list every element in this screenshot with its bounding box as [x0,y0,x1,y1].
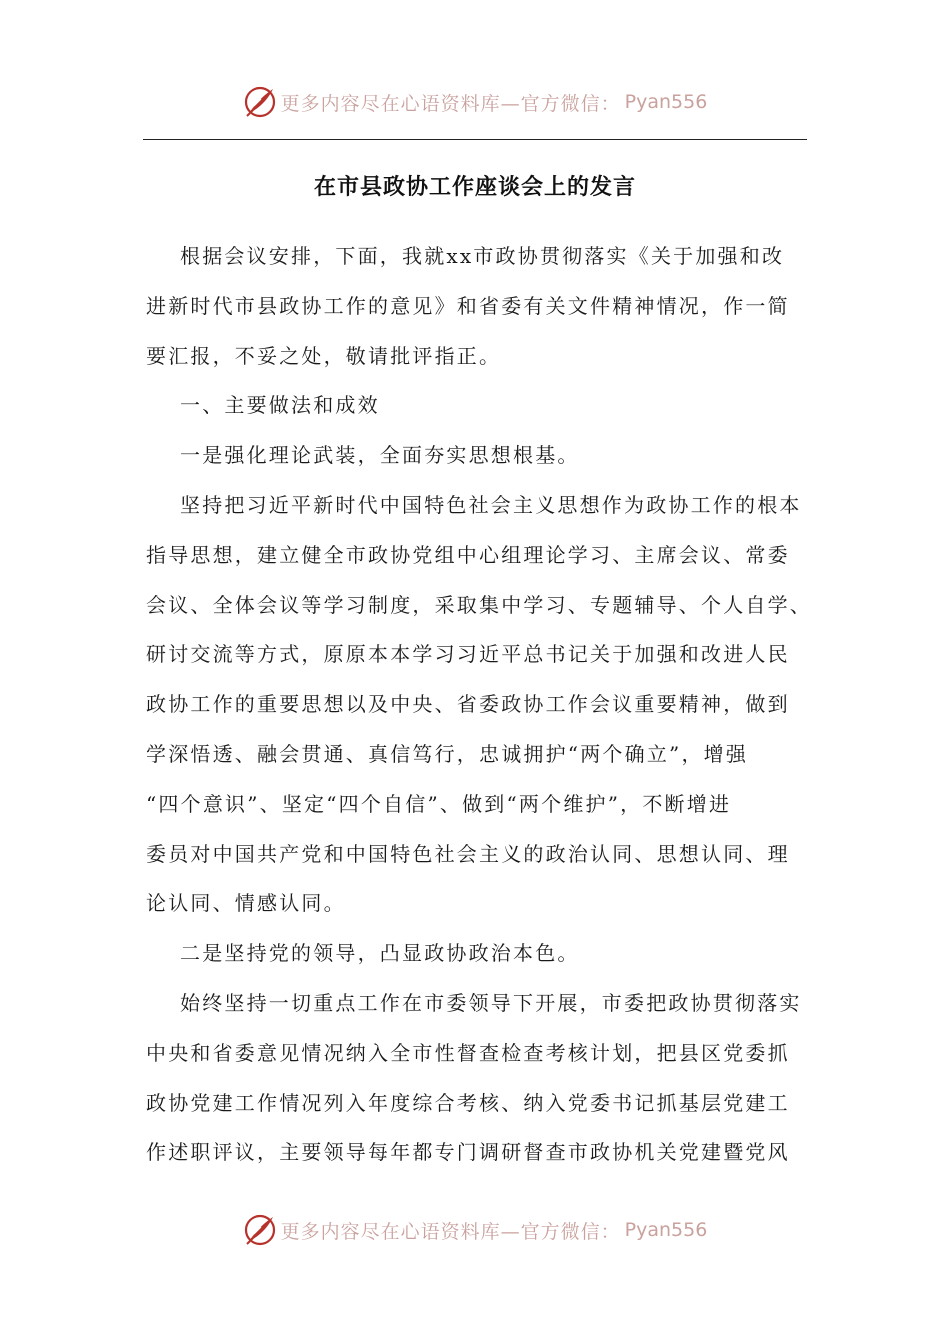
header-wechat-id: Pyan556 [624,91,708,113]
subsection-heading: 一是强化理论武装，全面夯实思想根基。 [180,443,580,468]
document-body [146,232,810,1178]
quill-logo-icon [243,85,277,119]
footer-banner-text: 更多内容尽在心语资料库—官方微信： [280,1220,621,1243]
subsection-heading: 二是坚持党的领导，凸显政协政治本色。 [180,941,580,966]
paragraph-line: 中央和省委意见情况纳入全市性督查检查考核计划，把县区党委抓 [146,1040,790,1065]
paragraph-line: 根据会议安排，下面，我就xx市政协贯彻落实《关于加强和改 [180,244,785,268]
section-heading: 一、主要做法和成效 [180,393,380,418]
paragraph-line: 委员对中国共产党和中国特色社会主义的政治认同、思想认同、理 [146,841,790,866]
paragraph-line: 要汇报，不妥之处，敬请批评指正。 [146,343,502,368]
footer-wechat-id: Pyan556 [624,1219,708,1241]
paragraph-line: 论认同、情感认同。 [146,891,346,916]
footer-banner [0,1210,950,1250]
paragraph-line: 始终坚持一切重点工作在市委领导下开展，市委把政协贯彻落实 [180,990,802,1015]
paragraph-line: 政协党建工作情况列入年度综合考核、纳入党委书记抓基层党建工 [146,1090,790,1115]
paragraph-line: 坚持把习近平新时代中国特色社会主义思想作为政协工作的根本 [180,492,802,517]
paragraph-line: 作述职评议，主要领导每年都专门调研督查市政协机关党建暨党风 [146,1140,790,1165]
paragraph-line: 政协工作的重要思想以及中央、省委政协工作会议重要精神，做到 [146,692,790,717]
paragraph-line: 会议、全体会议等学习制度，采取集中学习、专题辅导、个人自学、 [146,592,812,617]
quill-logo-icon [243,1213,277,1247]
header-divider [143,139,807,140]
header-banner [0,82,950,122]
paragraph-line: 指导思想，建立健全市政协党组中心组理论学习、主席会议、常委 [146,542,790,567]
paragraph-line: 学深悟透、融会贯通、真信笃行，忠诚拥护“两个确立”，增强 [146,741,749,766]
paragraph-line: 进新时代市县政协工作的意见》和省委有关文件精神情况，作一简 [146,293,790,318]
paragraph-line: “四个意识”、坚定“四个自信”、做到“两个维护”，不断增进 [146,791,732,816]
header-banner-text: 更多内容尽在心语资料库—官方微信： [280,92,621,115]
paragraph-line: 研讨交流等方式，原原本本学习习近平总书记关于加强和改进人民 [146,642,790,667]
document-title: 在市县政协工作座谈会上的发言 [313,175,636,200]
